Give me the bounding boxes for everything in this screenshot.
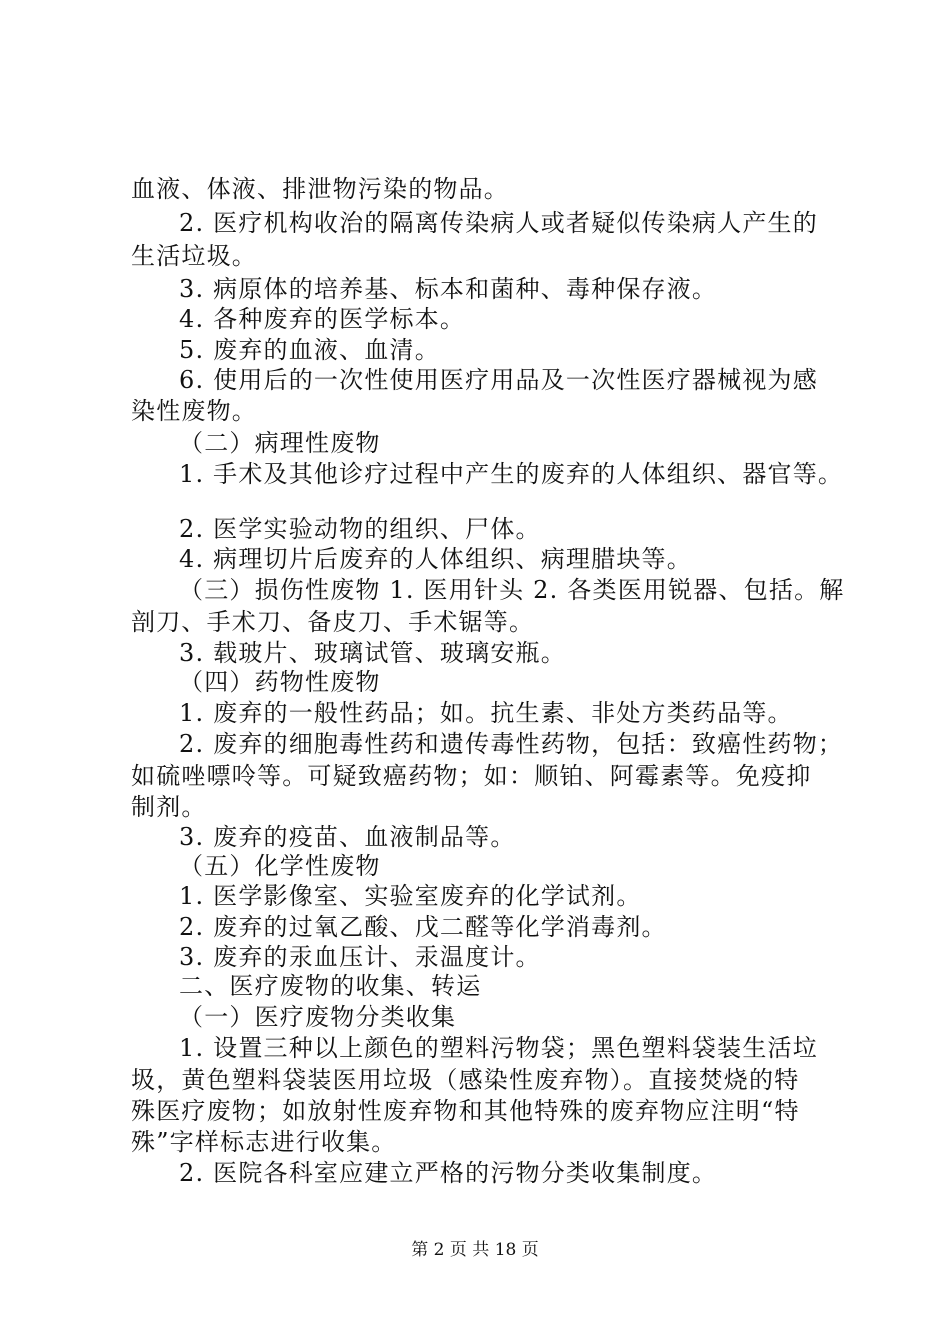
text-line: 制剂。	[131, 793, 207, 821]
text-line: 生活垃圾。	[131, 242, 257, 270]
text-line: 3. 废弃的疫苗、血液制品等。	[179, 823, 516, 851]
text-line: 1. 手术及其他诊疗过程中产生的废弃的人体组织、器官等。	[179, 460, 844, 488]
text-line: 圾，黄色塑料袋装医用垃圾（感染性废弃物）。直接焚烧的特	[131, 1066, 800, 1094]
text-line: 4. 各种废弃的医学标本。	[179, 305, 466, 333]
text-line: 1. 废弃的一般性药品；如。抗生素、非处方类药品等。	[179, 699, 793, 727]
text-line: 3. 废弃的汞血压计、汞温度计。	[179, 943, 541, 971]
text-line: 3. 载玻片、玻璃试管、玻璃安瓶。	[179, 639, 566, 667]
text-line: 2. 医疗机构收治的隔离传染病人或者疑似传染病人产生的	[179, 209, 818, 237]
section-heading: （四）药物性废物	[179, 668, 381, 696]
page-number-footer: 第 2 页 共 18 页	[411, 1240, 539, 1260]
section-heading: （一）医疗废物分类收集	[179, 1003, 457, 1031]
text-line: 殊医疗废物；如放射性废弃物和其他特殊的废弃物应注明“特	[131, 1097, 800, 1125]
text-line: （三）损伤性废物 1. 医用针头 2. 各类医用锐器、包括。解	[179, 576, 845, 604]
text-line: 2. 医学实验动物的组织、尸体。	[179, 515, 541, 543]
text-line: 2. 废弃的细胞毒性药和遗传毒性药物，包括：致癌性药物；	[179, 730, 844, 758]
text-line: 血液、体液、排泄物污染的物品。	[131, 175, 509, 203]
text-line: 2. 医院各科室应建立严格的污物分类收集制度。	[179, 1159, 718, 1187]
text-line: 1. 设置三种以上颜色的塑料污物袋；黑色塑料袋装生活垃	[179, 1034, 818, 1062]
text-line: 6. 使用后的一次性使用医疗用品及一次性医疗器械视为感	[179, 366, 818, 394]
text-line: 如硫唑嘌呤等。可疑致癌药物；如：顺铂、阿霉素等。免疫抑	[131, 762, 812, 790]
text-line: 1. 医学影像室、实验室废弃的化学试剂。	[179, 882, 642, 910]
section-heading: 二、医疗废物的收集、转运	[179, 972, 482, 1000]
section-heading: （二）病理性废物	[179, 429, 381, 457]
text-line: 5. 废弃的血液、血清。	[179, 336, 440, 364]
text-line: 染性废物。	[131, 397, 257, 425]
text-line: 剖刀、手术刀、备皮刀、手术锯等。	[131, 608, 535, 636]
text-line: 4. 病理切片后废弃的人体组织、病理腊块等。	[179, 545, 692, 573]
text-line: 3. 病原体的培养基、标本和菌种、毒种保存液。	[179, 275, 718, 303]
text-line: 2. 废弃的过氧乙酸、戊二醛等化学消毒剂。	[179, 913, 667, 941]
text-line: 殊”字样标志进行收集。	[131, 1128, 397, 1156]
section-heading: （五）化学性废物	[179, 852, 381, 880]
